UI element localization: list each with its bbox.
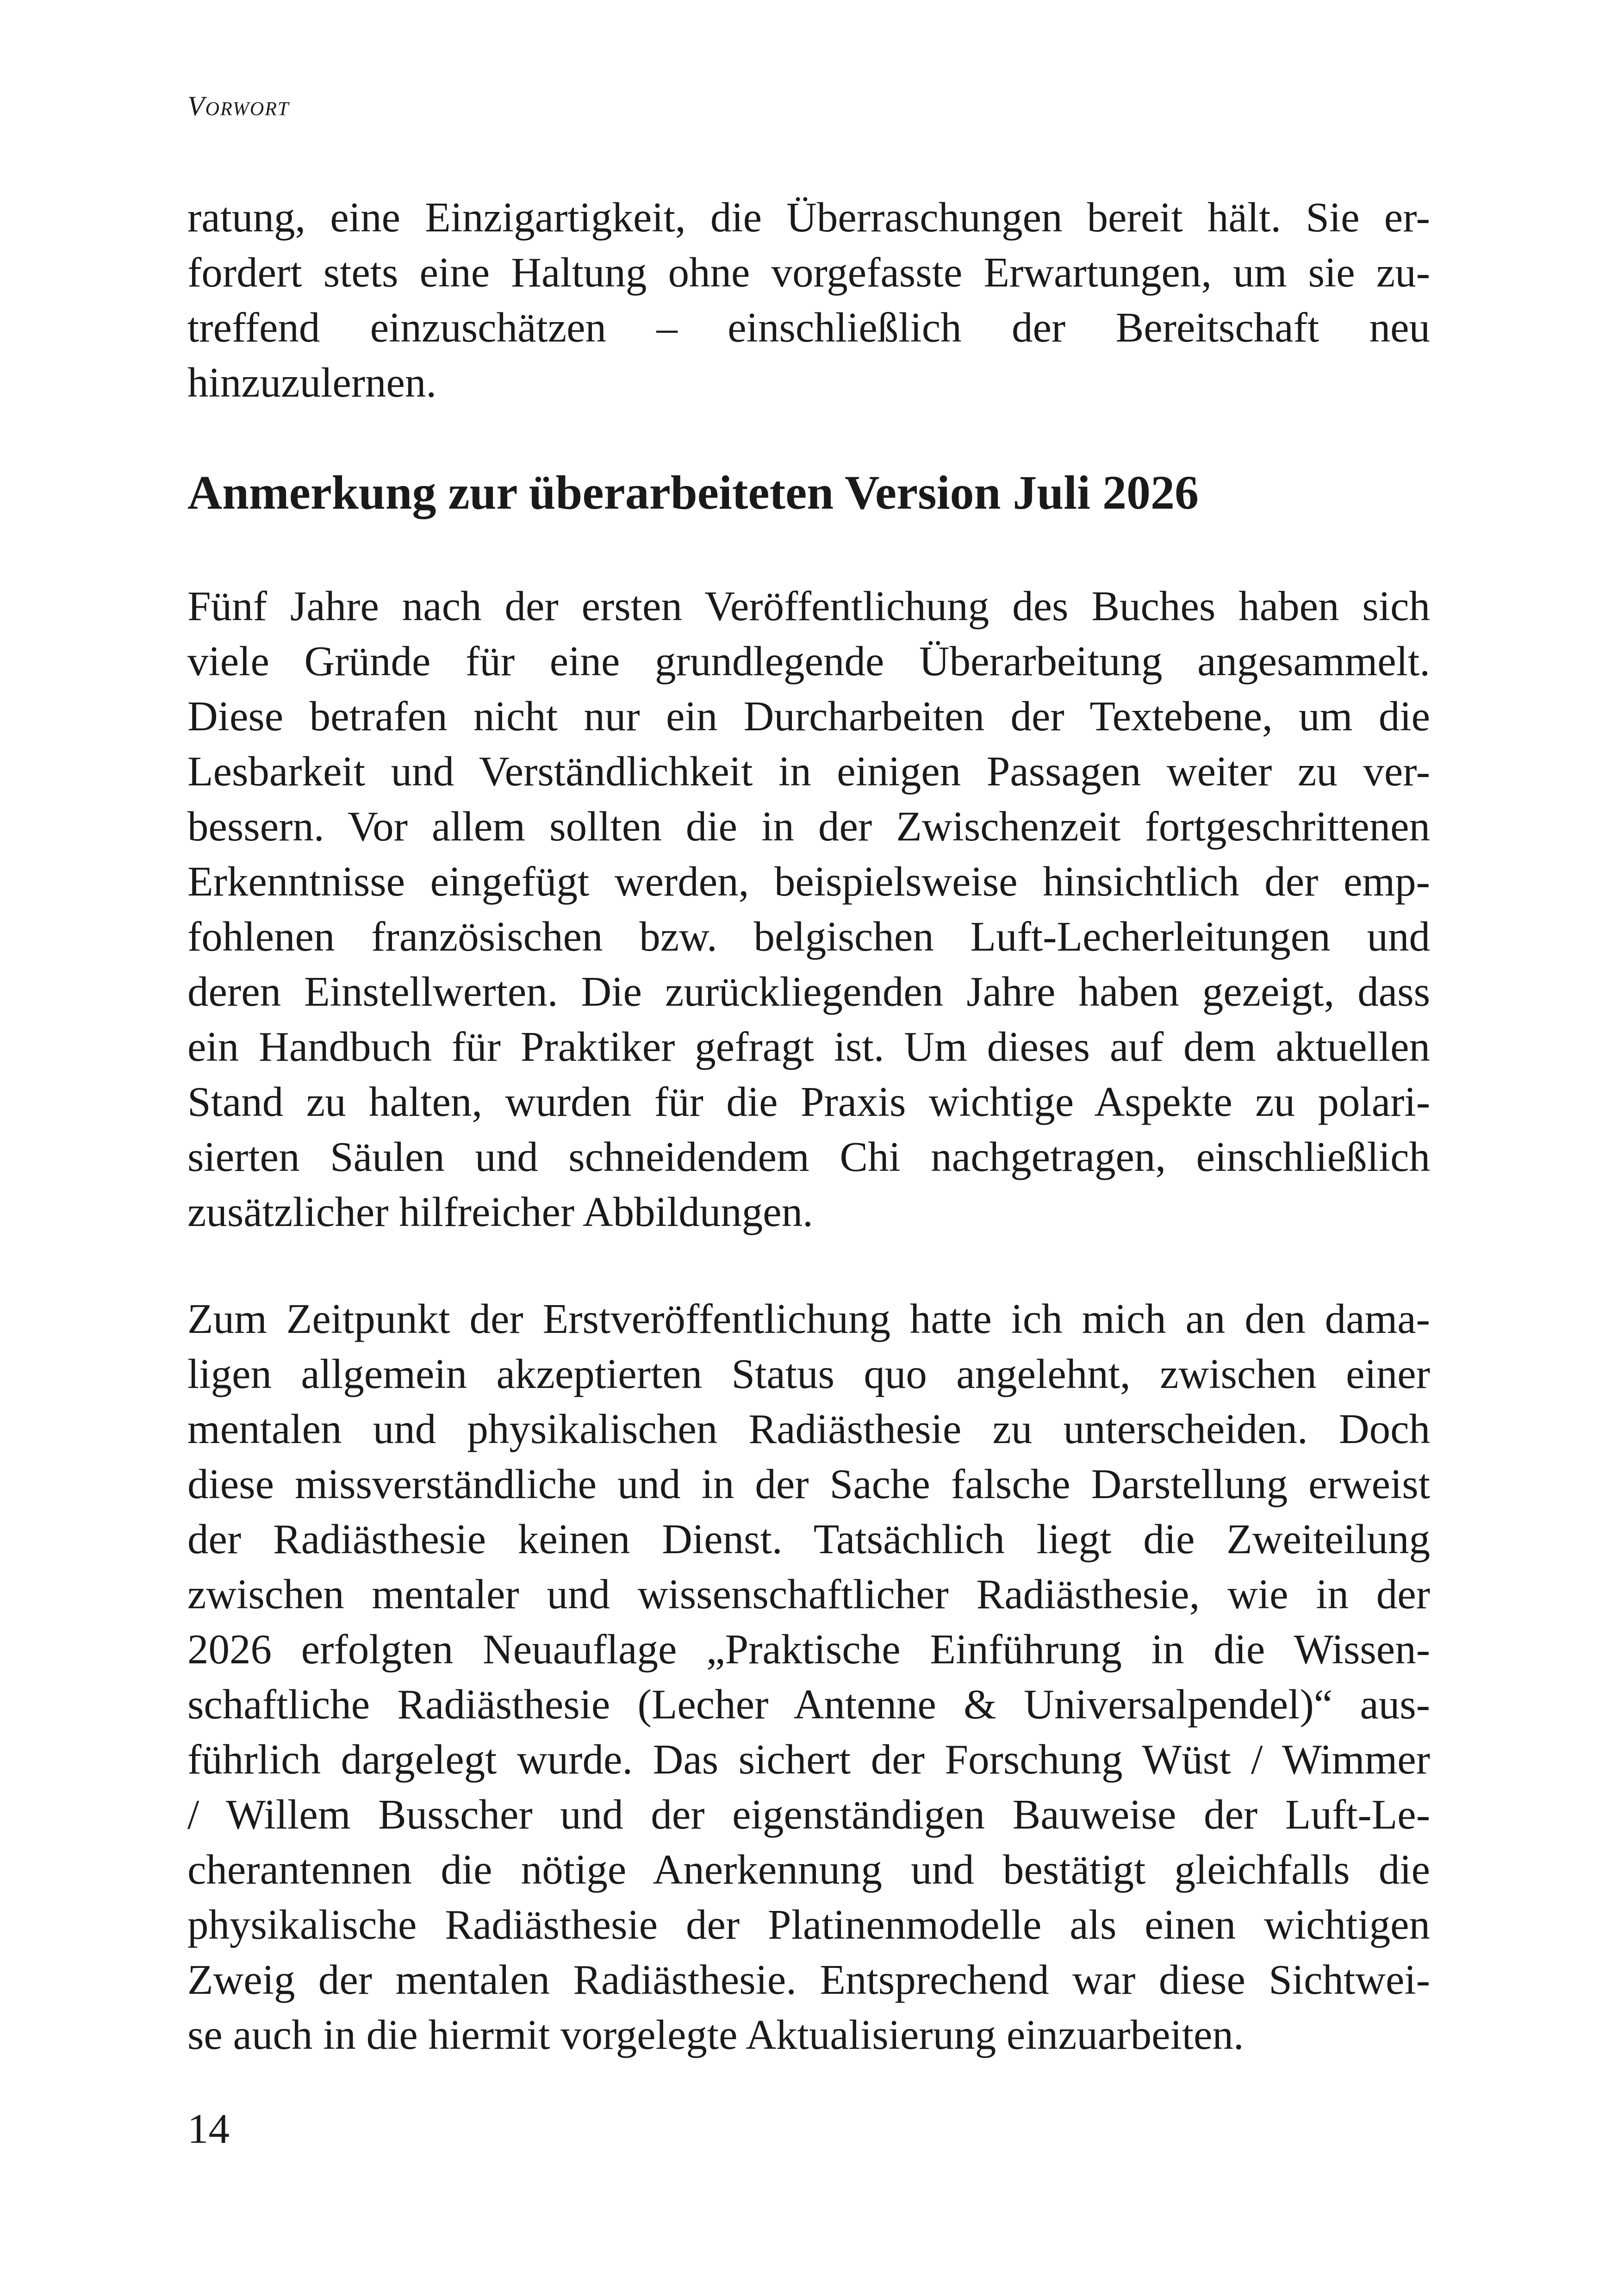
text-line: schaftliche Radiästhesie (Lecher Antenne & Universalpendel)“ aus- bbox=[187, 1681, 1430, 1728]
text-line: mentalen und physikalischen Radiästhesie zu unterscheiden. Doch bbox=[187, 1406, 1430, 1452]
text-line: diese missverständliche und in der Sache falsche Darstellung erweist bbox=[187, 1461, 1430, 1507]
text-line: fordert stets eine Haltung ohne vorgefasste Erwartungen, um sie zu- bbox=[187, 249, 1430, 296]
text-line: Zweig der mentalen Radiästhesie. Entsprechend war diese Sichtwei- bbox=[187, 1956, 1430, 2003]
intro-paragraph bbox=[187, 190, 1430, 410]
text-line: Stand zu halten, wurden für die Praxis wichtige Aspekte zu polari- bbox=[187, 1078, 1430, 1125]
text-line: cherantennen die nötige Anerkennung und bestätigt gleichfalls die bbox=[187, 1846, 1430, 1893]
text-line: fohlenen französischen bzw. belgischen Luft-Lecherleitungen und bbox=[187, 913, 1430, 960]
running-head: Vorwort bbox=[187, 91, 290, 121]
text-line: zusätzlicher hilfreicher Abbildungen. bbox=[187, 1188, 813, 1235]
text-line: ein Handbuch für Praktiker gefragt ist. Um dieses auf dem aktuellen bbox=[187, 1023, 1430, 1070]
text-line: se auch in die hiermit vorgelegte Aktualisierung einzuarbeiten. bbox=[187, 2011, 1244, 2058]
page-number: 14 bbox=[187, 2105, 230, 2152]
text-line: viele Gründe für eine grundlegende Überarbeitung angesammelt. bbox=[187, 638, 1430, 684]
text-line: treffend einzuschätzen – einschließlich der Bereitschaft neu bbox=[187, 304, 1430, 351]
text-line: hinzuzulernen. bbox=[187, 359, 437, 406]
text-line: zwischen mentaler und wissenschaftlicher Radiästhesie, wie in der bbox=[187, 1571, 1430, 1618]
text-line: Lesbarkeit und Verständlichkeit in einigen Passagen weiter zu ver- bbox=[187, 748, 1430, 795]
text-line: ratung, eine Einzigartigkeit, die Überraschungen bereit hält. Sie er- bbox=[187, 194, 1430, 241]
text-line: bessern. Vor allem sollten die in der Zwischenzeit fortgeschrittenen bbox=[187, 803, 1430, 850]
text-line: Zum Zeitpunkt der Erstveröffentlichung hatte ich mich an den dama- bbox=[187, 1295, 1430, 1342]
text-line: 2026 erfolgten Neuauflage „Praktische Einführung in die Wissen- bbox=[187, 1626, 1430, 1673]
paragraph-1 bbox=[187, 579, 1430, 1239]
text-line: deren Einstellwerten. Die zurückliegenden Jahre haben gezeigt, dass bbox=[187, 968, 1430, 1015]
paragraph-2 bbox=[187, 1291, 1430, 2062]
text-line: führlich dargelegt wurde. Das sichert der Forschung Wüst / Wimmer bbox=[187, 1736, 1430, 1783]
text-line: Erkenntnisse eingefügt werden, beispielsweise hinsichtlich der emp- bbox=[187, 858, 1430, 905]
text-line: Diese betrafen nicht nur ein Durcharbeiten der Textebene, um die bbox=[187, 693, 1430, 740]
text-line: physikalische Radiästhesie der Platinenmodelle als einen wichtigen bbox=[187, 1901, 1430, 1948]
text-line: ligen allgemein akzeptierten Status quo angelehnt, zwischen einer bbox=[187, 1350, 1430, 1397]
text-line: der Radiästhesie keinen Dienst. Tatsächlich liegt die Zweiteilung bbox=[187, 1516, 1430, 1562]
text-line: / Willem Busscher und der eigenständigen Bauweise der Luft-Le- bbox=[187, 1791, 1430, 1838]
section-heading: Anmerkung zur überarbeiteten Version Juli 2026 bbox=[187, 466, 1199, 519]
text-line: Fünf Jahre nach der ersten Veröffentlichung des Buches haben sich bbox=[187, 583, 1430, 629]
text-line: sierten Säulen und schneidendem Chi nachgetragen, einschließlich bbox=[187, 1133, 1430, 1180]
